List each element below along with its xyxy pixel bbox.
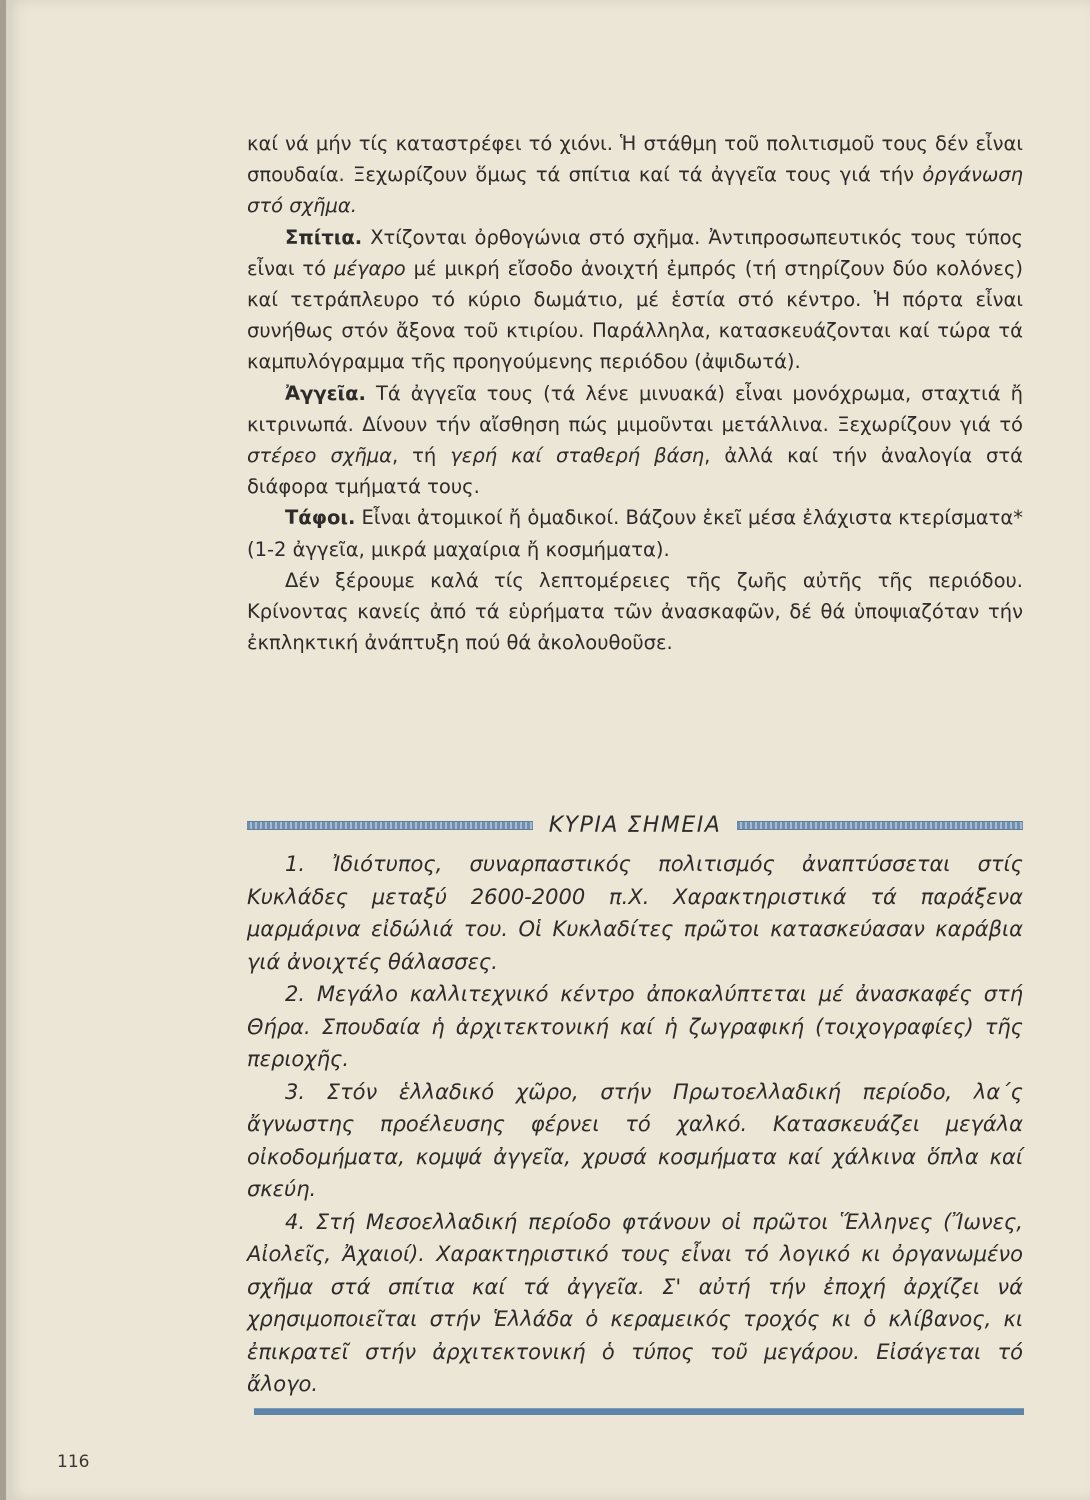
key-points-title: ΚΥΡΙΑ ΣΗΜΕΙΑ [548, 812, 722, 838]
page-number: 116 [57, 1452, 90, 1472]
paragraph-conclusion: Δέν ξέρουμε καλά τίς λεπτομέρειες τῆς ζωῆς αὐτῆς τῆς περιόδου. Κρίνοντας κανείς ἀπό τά εὑρήματα τῶν ἀνασκαφῶν, δέ θά ὑποψιαζόταν τήν ἐκπληκτική ἀνάπτυξη πού θά ἀκολουθοῦσε. [247, 568, 1023, 655]
emphasis: στέρεο σχῆμα [247, 444, 392, 468]
main-text [247, 128, 1023, 658]
heading-rule-left [247, 821, 533, 830]
section-heading-houses: Σπίτια. [285, 225, 363, 249]
emphasis: γερή καί σταθερή βάση [450, 444, 705, 468]
section-heading-tombs: Τάφοι. [285, 506, 356, 530]
key-point-item: 3. Στόν ἑλλαδικό χῶρο, στήν Πρωτοελλαδική περίοδο, λα΄ς ἄγνωστης προέλευσης φέρνει τό χαλκό. Κατασκευάζει μεγάλα οἰκοδομήματα, κομψά ἀγγεῖα, χρυσά κοσμήματα καί χάλκινα ὅπλα καί σκεύη. [247, 1079, 1023, 1201]
paragraph-tombs: Τάφοι. Εἶναι ἀτομικοί ἤ ὁμαδικοί. Βάζουν ἐκεῖ μέσα ἐλάχιστα κτερίσματα* (1-2 ἀγγεῖα, μικρά μαχαίρια ἤ κοσμήματα). [247, 506, 1023, 561]
heading-rule-right [737, 821, 1023, 830]
key-points-heading [247, 808, 1023, 842]
key-point-item: 4. Στή Μεσοελλαδική περίοδο φτάνουν οἱ πρῶτοι Ἕλληνες (Ἴωνες, Αἰολεῖς, Ἀχαιοί). Χαρακτηριστικό τους εἶναι τό λογικό κι ὀργανωμένο σχῆμα στά σπίτια καί τά ἀγγεῖα. Σ' αὐτή τήν ἐποχή ἀρχίζει νά χρησιμοποιεῖται στήν Ἑλλάδα ὁ κεραμεικός τροχός κι ὁ κλίβανος, κι ἐπικρατεῖ στήν ἀρχιτεκτονική ὁ τύπος τοῦ μεγάρου. Εἰσάγεται τό ἄλογο. [247, 1209, 1023, 1396]
emphasis: ὀργάνωση στό σχῆμα. [247, 163, 1023, 218]
key-point-item: 2. Μεγάλο καλλιτεχνικό κέντρο ἀποκαλύπτεται μέ ἀνασκαφές στή Θήρα. Σπουδαία ἡ ἀρχιτεκτονική καί ἡ ζωγραφική (τοιχογραφίες) τῆς περιοχῆς. [247, 982, 1023, 1071]
paragraph-houses: Σπίτια. Χτίζονται ὀρθογώνια στό σχῆμα. Ἀντιπροσωπευτικός τους τύπος εἶναι τό μέγαρο μέ μικρή εἴσοδο ἀνοιχτή ἐμπρός (τή στηρίζουν δύο κολόνες) καί τετράπλευρο τό κύριο δωμάτιο, μέ ἑστία στό κέντρο. Ἡ πόρτα εἶναι συνήθως στόν ἄξονα τοῦ κτιρίου. Παράλληλα, κατασκευάζονται καί τώρα τά καμπυλόγραμμα τῆς προηγούμενης περιόδου (ἀψιδωτά). [247, 225, 1023, 374]
key-point-item: 1. Ἰδιότυπος, συναρπαστικός πολιτισμός ἀναπτύσσεται στίς Κυκλάδες μεταξύ 2600-2000 π.Χ. Χαρακτηριστικά τά παράξενα μαρμάρινα εἰδώλιά του. Οἱ Κυκλαδίτες πρῶτοι κατασκεύασαν καράβια γιά ἀνοιχτές θάλασσες. [247, 852, 1023, 974]
bottom-rule [254, 1408, 1024, 1415]
emphasis: μέγαρο [334, 256, 406, 280]
key-points-list [247, 848, 1023, 1401]
paragraph-1: καί νά μήν τίς καταστρέφει τό χιόνι. Ἡ στάθμη τοῦ πολιτισμοῦ τους δέν εἶναι σπουδαία. Ξεχωρίζουν ὅμως τά σπίτια καί τά ἀγγεῖα τους γιά τήν ὀργάνωση στό σχῆμα. [247, 132, 1023, 218]
section-heading-vessels: Ἀγγεῖα. [285, 381, 366, 405]
paragraph-vessels: Ἀγγεῖα. Τά ἀγγεῖα τους (τά λένε μινυακά) εἶναι μονόχρωμα, σταχτιά ἤ κιτρινωπά. Δίνουν τήν αἴσθηση πώς μιμοῦνται μετάλλινα. Ξεχωρίζουν γιά τό στέρεο σχῆμα, τή γερή καί σταθερή βάση, ἀλλά καί τήν ἀναλογία στά διάφορα τμήματά τους. [247, 381, 1023, 499]
